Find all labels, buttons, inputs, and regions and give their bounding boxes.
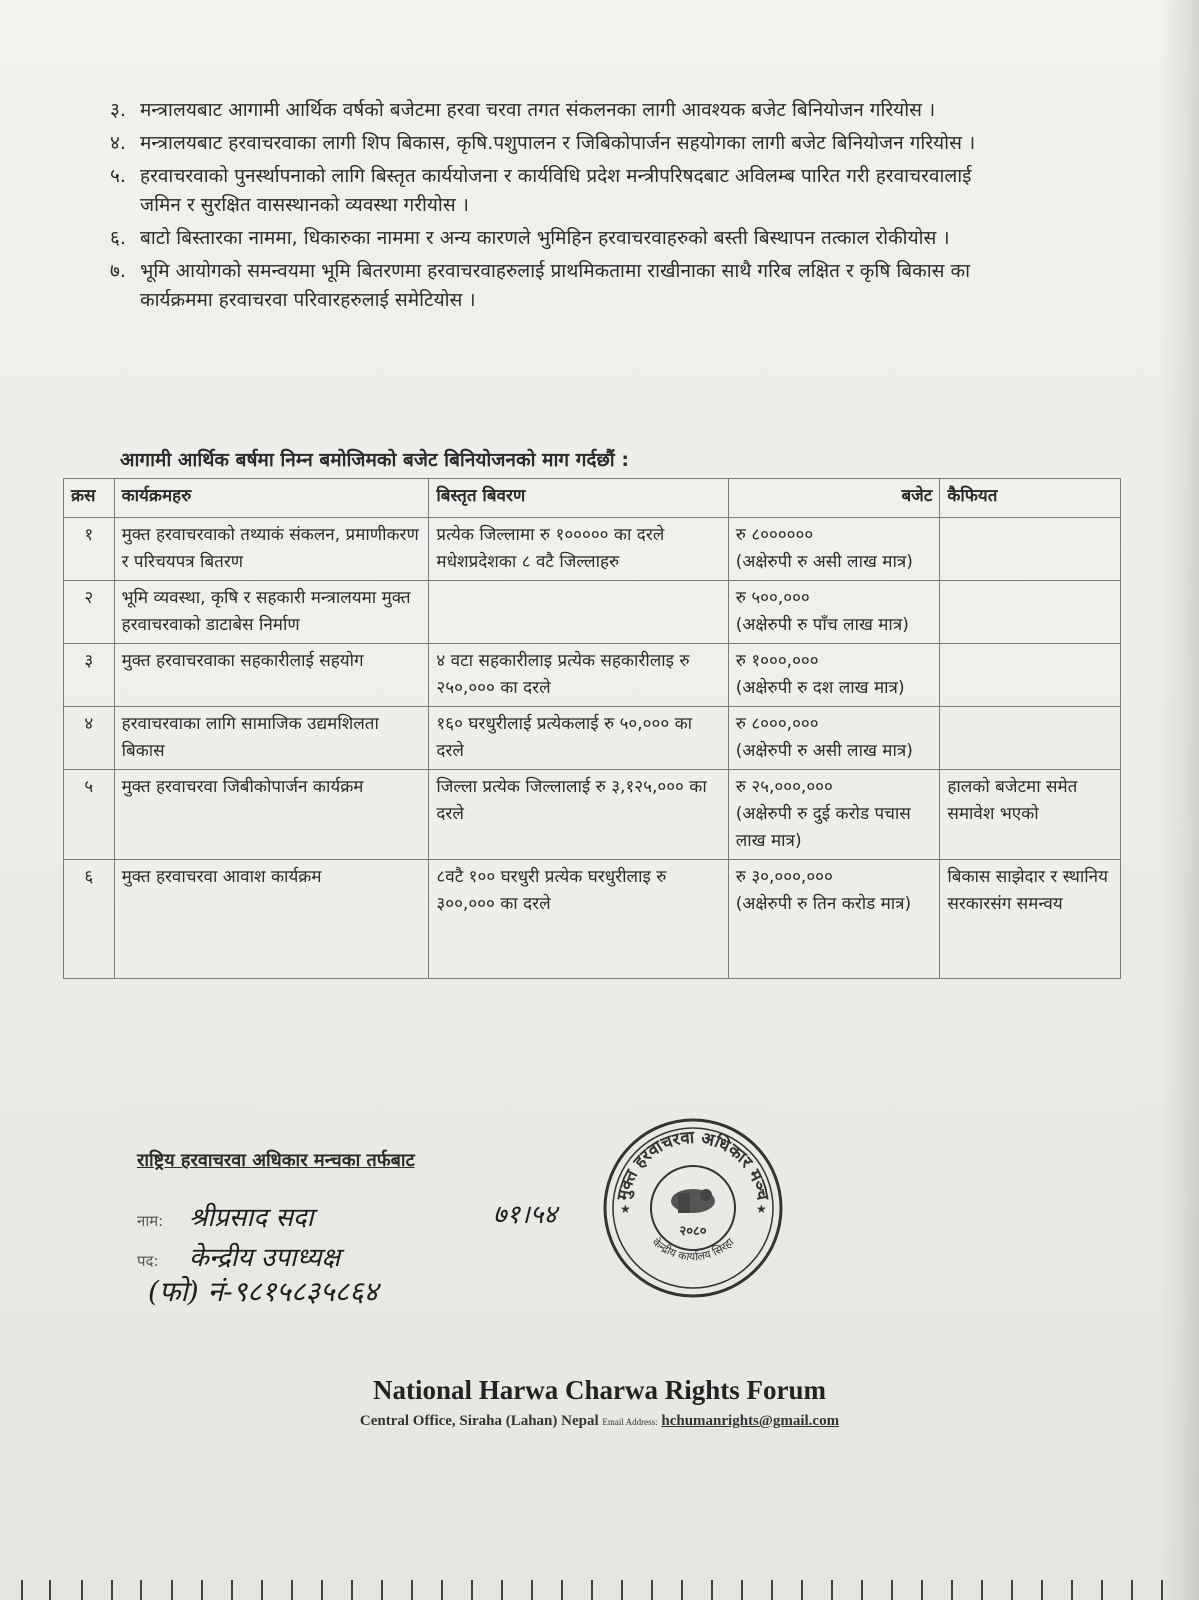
name-label: नाम: — [137, 1212, 164, 1230]
handwritten-phone: (फो) नं-९८१५८३५८६४ — [148, 1275, 379, 1308]
point-number: ३. — [110, 99, 126, 121]
cell-sn: १ — [64, 518, 115, 581]
point-text: मन्त्रालयबाट आगामी आर्थिक वर्षको बजेटमा हरवा चरवा तगत संकलनका लागी आवश्यक बजेट बिनियोजन गरियोस । — [140, 99, 936, 121]
seal-star-icon: ★ — [756, 1202, 767, 1216]
cell-program: हरवाचरवाका लागि सामाजिक उद्यमशिलता बिकास — [114, 707, 429, 770]
table-row — [64, 644, 1121, 707]
footer-address-line — [0, 1413, 1199, 1430]
cell-sn: ५ — [64, 770, 115, 860]
cell-program: मुक्त हरवाचरवाका सहकारीलाई सहयोग — [114, 644, 429, 707]
paper-fold-shadow — [1159, 0, 1199, 1600]
point-number: ४. — [110, 132, 126, 154]
handwritten-date: ७१।५४ — [493, 1200, 557, 1230]
header-sn: क्रस — [64, 479, 115, 518]
seal-year: २०८० — [679, 1224, 707, 1239]
cell-budget — [728, 644, 940, 707]
seal-star-icon: ★ — [620, 1202, 631, 1216]
demand-point — [110, 129, 1010, 158]
cell-remarks — [940, 581, 1121, 644]
budget-intro-heading: आगामी आर्थिक बर्षमा निम्न बमोजिमको बजेट बिनियोजनको माग गर्दछौं : — [120, 449, 629, 471]
budget-in-words: (अक्षेरुपी रु तिन करोड मात्र) — [735, 894, 912, 914]
budget-in-words: (अक्षेरुपी रु पाँच लाख मात्र) — [735, 615, 909, 635]
budget-in-words: (अक्षेरुपी रु दश लाख मात्र) — [735, 678, 905, 698]
cell-detail: १६० घरधुरीलाई प्रत्येकलाई रु ५०,००० का दरले — [429, 707, 728, 770]
cell-program: मुक्त हरवाचरवा जिबीकोपार्जन कार्यक्रम — [114, 770, 429, 860]
cell-detail: ४ वटा सहकारीलाइ प्रत्येक सहकारीलाइ रु २५०,००० का दरले — [429, 644, 728, 707]
cell-sn: २ — [64, 581, 115, 644]
budget-in-words: (अक्षेरुपी रु असी लाख मात्र) — [735, 552, 913, 572]
table-header-row — [64, 479, 1121, 518]
cell-remarks — [940, 707, 1121, 770]
point-text: मन्त्रालयबाट हरवाचरवाका लागी शिप बिकास, कृषि.पशुपालन र जिबिकोपार्जन सहयोगका लागी बजेट बिनियोजन गरियोस । — [140, 132, 976, 154]
cell-program: मुक्त हरवाचरवाको तथ्याकं संकलन, प्रमाणीकरण र परिचयपत्र बितरण — [114, 518, 429, 581]
budget-amount: रु २५,०००,००० — [735, 777, 833, 797]
budget-table — [63, 478, 1121, 979]
budget-amount: रु ५००,००० — [735, 588, 810, 608]
footer-email: hchumanrights@gmail.com — [661, 1413, 840, 1429]
cell-budget — [728, 518, 940, 581]
budget-in-words: (अक्षेरुपी रु असी लाख मात्र) — [735, 741, 913, 761]
seal-bottom-text: केन्द्रीय कार्यालय सिरहा — [649, 1235, 737, 1264]
demand-point — [110, 96, 1010, 125]
header-remarks: कैफियत — [940, 479, 1121, 518]
point-text: भूमि आयोगको समन्वयमा भूमि बितरणमा हरवाचरवाहरुलाई प्राथमिकतामा राखीनाका साथै गरिब लक्षित र कृषि बिकास का कार्यक्रममा हरवाचरवा परिवारहरुलाई समेटियोस । — [140, 260, 971, 311]
handwritten-name: श्रीप्रसाद सदा — [189, 1203, 314, 1233]
cell-remarks — [940, 518, 1121, 581]
footer-address: Central Office, Siraha (Lahan) Nepal — [359, 1413, 599, 1429]
budget-amount: रु ८०००,००० — [735, 714, 819, 734]
footer-organization-name: National Harwa Charwa Rights Forum — [373, 1375, 826, 1405]
table-row — [64, 860, 1121, 979]
cell-detail — [429, 581, 728, 644]
organization-seal — [598, 1113, 788, 1303]
cell-budget — [728, 860, 940, 979]
table-row — [64, 581, 1121, 644]
cell-remarks — [940, 644, 1121, 707]
name-row — [137, 1198, 415, 1234]
table-row — [64, 707, 1121, 770]
cell-detail: जिल्ला प्रत्येक जिल्लालाई रु ३,१२५,००० का दरले — [429, 770, 728, 860]
cell-sn: ४ — [64, 707, 115, 770]
demand-points-list — [110, 96, 1010, 319]
table-row — [64, 518, 1121, 581]
demand-point — [110, 224, 1010, 253]
seal-top-text: मुक्त हरवाचरवा अधिकार मञ्च — [613, 1127, 773, 1202]
handwritten-post: केन्द्रीय उपाध्यक्ष — [189, 1243, 341, 1273]
demand-point — [110, 257, 1010, 315]
cell-budget — [728, 581, 940, 644]
point-number: ५. — [110, 165, 126, 187]
point-number: ६. — [110, 227, 126, 249]
budget-amount: रु ३०,०००,००० — [735, 867, 833, 887]
point-text: हरवाचरवाको पुनर्स्थापनाको लागि बिस्तृत कार्ययोजना र कार्यविधि प्रदेश मन्त्रीपरिषदबाट अविलम्ब पारित गरी हरवाचरवालाई जमिन र सुरक्षित वासस्थानको व्यवस्था गरीयोस । — [140, 165, 972, 216]
cell-program: मुक्त हरवाचरवा आवाश कार्यक्रम — [114, 860, 429, 979]
seal-emblem-icon — [671, 1189, 715, 1213]
point-number: ७. — [110, 260, 126, 282]
footer-email-label: Email Address: — [602, 1417, 658, 1427]
demand-point — [110, 162, 1010, 220]
cell-sn: ६ — [64, 860, 115, 979]
cell-sn: ३ — [64, 644, 115, 707]
cell-budget — [728, 707, 940, 770]
budget-in-words: (अक्षेरुपी रु दुई करोड पचास लाख मात्र) — [735, 804, 911, 851]
page-bottom-ruler-marks — [0, 1550, 1199, 1600]
cell-remarks: बिकास साझेदार र स्थानिय सरकारसंग समन्वय — [940, 860, 1121, 979]
header-detail: बिस्तृत बिवरण — [429, 479, 728, 518]
header-program: कार्यक्रमहरु — [114, 479, 429, 518]
post-label: पद: — [137, 1252, 159, 1270]
cell-remarks: हालको बजेटमा समेत समावेश भएको — [940, 770, 1121, 860]
budget-amount: रु ८०००००० — [735, 525, 814, 545]
point-text: बाटो बिस्तारका नाममा, धिकारुका नाममा र अन्य कारणले भुमिहिन हरवाचरवाहरुको बस्ती बिस्थापन तत्काल रोकीयोस । — [140, 227, 950, 249]
on-behalf-of-line: राष्ट्रिय हरवाचरवा अधिकार मन्चका तर्फबाट — [137, 1150, 415, 1171]
header-budget: बजेट — [728, 479, 940, 518]
cell-detail: ८वटै १०० घरधुरी प्रत्येक घरधुरीलाइ रु ३००,००० का दरले — [429, 860, 728, 979]
budget-amount: रु १०००,००० — [735, 651, 819, 671]
cell-detail: प्रत्येक जिल्लामा रु १००००० का दरले मधेशप्रदेशका ८ वटै जिल्लाहरु — [429, 518, 728, 581]
signature-block — [137, 1148, 415, 1274]
cell-program: भूमि व्यवस्था, कृषि र सहकारी मन्त्रालयमा मुक्त हरवाचरवाको डाटाबेस निर्माण — [114, 581, 429, 644]
table-row — [64, 770, 1121, 860]
cell-budget — [728, 770, 940, 860]
post-row — [137, 1238, 415, 1274]
